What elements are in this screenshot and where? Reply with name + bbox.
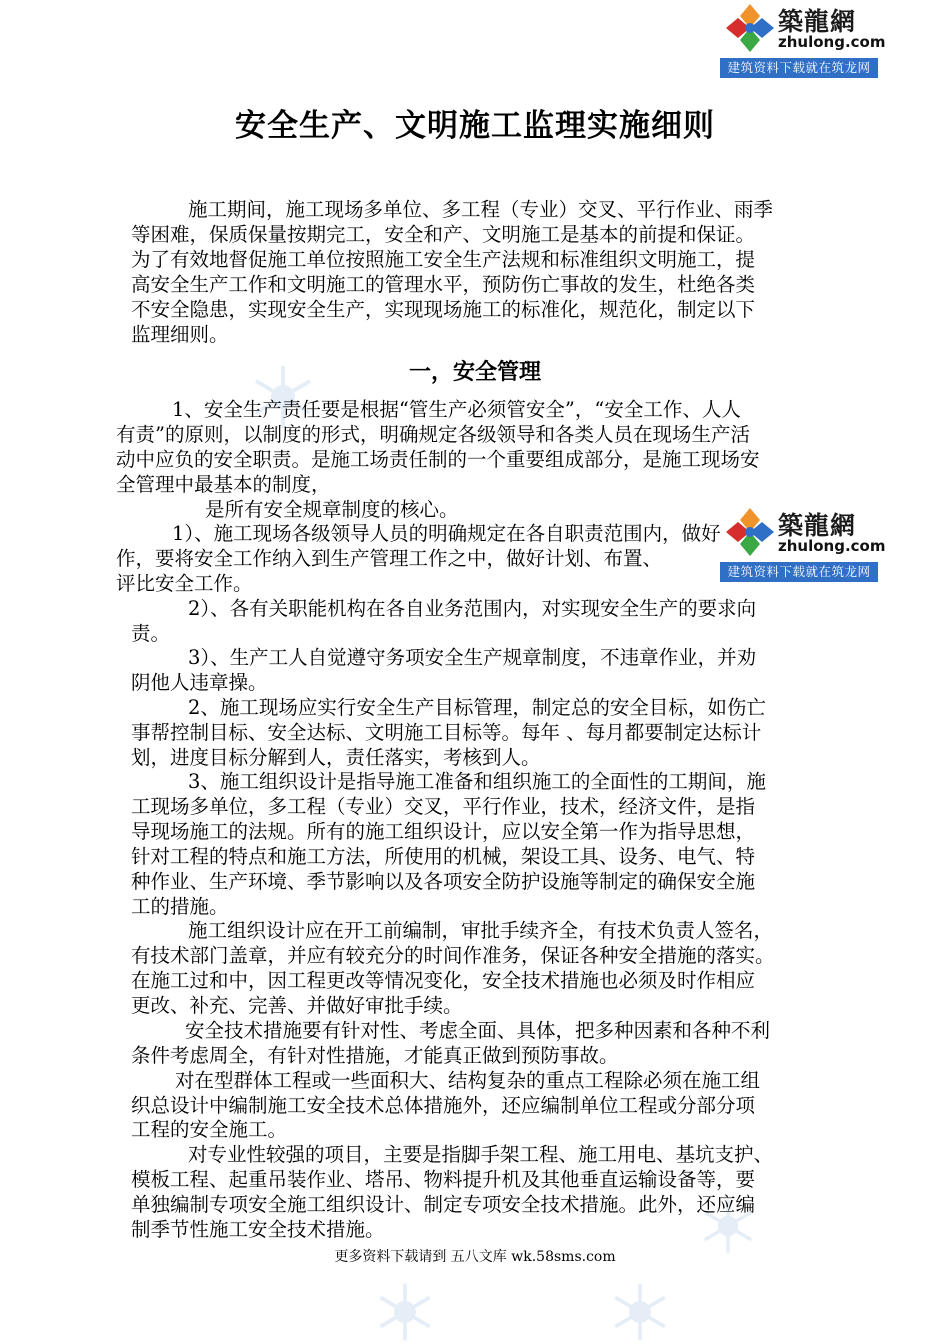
paragraph-line: 对专业性较强的项目，主要是指脚手架工程、施工用电、基坑支护、 xyxy=(188,1143,774,1166)
paragraph-line: 1）、施工现场各级领导人员的明确规定在各自职责范围内，做好 xyxy=(172,522,721,545)
paragraph-line: 更改、补充、完善、并做好审批手续。 xyxy=(131,994,463,1017)
paragraph-line: 工的措施。 xyxy=(131,895,229,918)
paragraph-line: 高安全生产工作和文明施工的管理水平，预防伤亡事故的发生，杜绝各类 xyxy=(131,273,756,296)
logo-slogan: 建筑资料下载就在筑龙网 xyxy=(720,58,878,78)
paragraph-line: 3）、生产工人自觉遵守务项安全生产规章制度，不违章作业，并劝 xyxy=(188,646,757,669)
paragraph-line: 划，进度目标分解到人，责任落实，考核到人。 xyxy=(131,746,541,769)
paragraph-line: 阴他人违章操。 xyxy=(131,671,268,694)
section-heading: 一，安全管理 xyxy=(408,359,541,385)
paragraph-line: 安全技术措施要有针对性、考虑全面、具体，把多种因素和各种不利 xyxy=(185,1019,771,1042)
paragraph-line: 作，要将安全工作纳入到生产管理工作之中，做好计划、布置、 xyxy=(116,547,663,570)
paragraph-line: 监理细则。 xyxy=(131,323,229,346)
zhulong-logo-mark-icon xyxy=(724,506,776,558)
paragraph-line: 事帮控制目标、安全达标、文明施工目标等。每年 、每月都要制定达标计 xyxy=(131,721,762,744)
logo-slogan: 建筑资料下载就在筑龙网 xyxy=(720,562,878,582)
paragraph-line: 在施工过和中，因工程更改等情况变化，安全技术措施也必须及时作相应 xyxy=(131,969,756,992)
paragraph-line: 针对工程的特点和施工方法，所使用的机械，架设工具、设务、电气、特 xyxy=(131,845,756,868)
paragraph-line: 工程的安全施工。 xyxy=(131,1118,288,1141)
paragraph-line: 对在型群体工程或一些面积大、结构复杂的重点工程除必须在施工组 xyxy=(175,1069,761,1092)
document-title: 安全生产、文明施工监理实施细则 xyxy=(235,108,715,144)
paragraph-line: 工现场多单位，多工程（专业）交叉，平行作业，技术，经济文件，是指 xyxy=(131,795,756,818)
paragraph-line: 施工期间，施工现场多单位、多工程（专业）交叉、平行作业、雨季 xyxy=(188,198,774,221)
logo-brand-text: 築龍網 xyxy=(778,511,857,540)
paragraph-line: 种作业、生产环境、季节影响以及各项安全防护设施等制定的确保安全施 xyxy=(131,870,756,893)
paragraph-line: 等困难，保质保量按期完工，安全和产、文明施工是基本的前提和保证。 xyxy=(131,223,756,246)
paragraph-line: 条件考虑周全，有针对性措施，才能真正做到预防事故。 xyxy=(131,1044,619,1067)
paragraph-line: 施工组织设计应在开工前编制，审批手续齐全，有技术负责人签名， xyxy=(188,919,774,942)
paragraph-line: 全管理中最基本的制度， xyxy=(116,473,331,496)
paragraph-line: 制季节性施工安全技术措施。 xyxy=(131,1218,385,1241)
paragraph-line: 责。 xyxy=(131,622,171,645)
zhulong-logo xyxy=(720,0,886,80)
paragraph-line: 单独编制专项安全施工组织设计、制定专项安全技术措施。此外，还应编 xyxy=(131,1193,756,1216)
paragraph-line: 导现场施工的法规。所有的施工组织设计，应以安全第一作为指导思想， xyxy=(131,820,756,843)
paragraph-line: 1、安全生产责任要是根据“管生产必须管安全”，“安全工作、人人 xyxy=(172,398,741,421)
paragraph-line: 织总设计中编制施工安全技术总体措施外，还应编制单位工程或分部分项 xyxy=(131,1094,756,1117)
paragraph-line: 评比安全工作。 xyxy=(116,572,253,595)
paragraph-line: 有责”的原则，以制度的形式，明确规定各级领导和各类人员在现场生产活 xyxy=(116,423,750,446)
paragraph-line: 2）、各有关职能机构在各自业务范围内，对实现安全生产的要求向 xyxy=(188,597,757,620)
logo-brand-text: 築龍網 xyxy=(778,7,857,36)
logo-url-text: zhulong.com xyxy=(778,33,886,51)
paragraph-line: 有技术部门盖章，并应有较充分的时间作准务，保证各种安全措施的落实。 xyxy=(131,944,775,967)
watermark-snowflake-icon xyxy=(370,1280,440,1344)
paragraph-line: 不安全隐患，实现安全生产，实现现场施工的标准化，规范化，制定以下 xyxy=(131,298,756,321)
paragraph-line: 为了有效地督促施工单位按照施工安全生产法规和标准组织文明施工，提 xyxy=(131,248,756,271)
paragraph-line: 3、施工组织设计是指导施工准备和组织施工的全面性的工期间，施 xyxy=(188,770,766,793)
footer-download-note: 更多资料下载请到 五八文库 wk.58sms.com xyxy=(334,1249,616,1265)
logo-url-text: zhulong.com xyxy=(778,537,886,555)
zhulong-logo-overlay xyxy=(720,504,886,584)
paragraph-line: 2、施工现场应实行安全生产目标管理，制定总的安全目标，如伤亡 xyxy=(188,696,766,719)
watermark-snowflake-icon xyxy=(605,1280,675,1344)
paragraph-line: 模板工程、起重吊装作业、塔吊、物料提升机及其他垂直运输设备等，要 xyxy=(131,1168,756,1191)
paragraph-line: 动中应负的安全职责。是施工场责任制的一个重要组成部分，是施工现场安 xyxy=(116,448,760,471)
paragraph-line: 是所有安全规章制度的核心。 xyxy=(205,498,459,521)
zhulong-logo-mark-icon xyxy=(724,2,776,54)
